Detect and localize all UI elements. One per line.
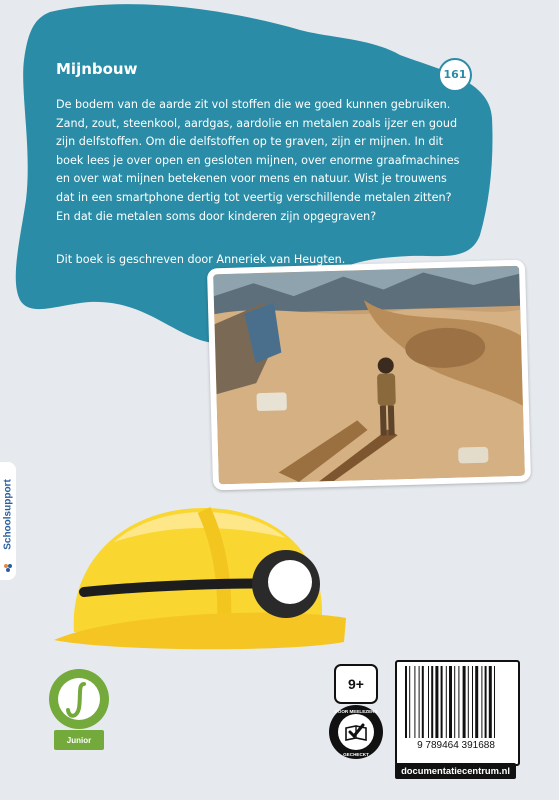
schoolsupport-logo-icon [3,563,13,573]
checked-book-seal-icon [328,704,384,760]
blurb-text: De bodem van de aarde zit vol stoffen die we goed kunnen gebruiken. Zand, zout, steenkool, aardgas, aardolie en metalen zoals ijzer en goud zijn delfstoffen. Om die delfstoffen op te graven, zijn er mijnen. In dit boek lees je over open en gesloten mijnen, over enorme graafmachines en over wat mijnen betekenen voor mens en natuur. Wist je trouwens dat in een smartphone dertig tot veertig verschillende metalen zitten? En dat die metalen soms door kinderen zijn opgegraven? [56,98,460,223]
child-miner-photo [207,260,531,491]
junior-label: Junior [66,736,92,745]
author-line: Dit boek is geschreven door Anneriek van Heugten. [56,253,346,266]
series-number-badge: 161 [438,58,472,92]
publisher-name: Schoolsupport [2,479,14,550]
book-title: Mijnbouw [56,60,138,78]
mining-helmet-icon [54,502,354,652]
junior-series-badge [48,668,110,760]
svg-text:GECHECKT: GECHECKT [343,752,369,757]
documentatiecentrum-link[interactable]: documentatiecentrum.nl [395,763,516,779]
age-badge: 9+ [334,664,378,704]
isbn-number: 9 789464 391688 [417,740,495,751]
svg-text:DOOR MEELEZERS: DOOR MEELEZERS [334,709,378,714]
barcode-bars [397,666,514,746]
